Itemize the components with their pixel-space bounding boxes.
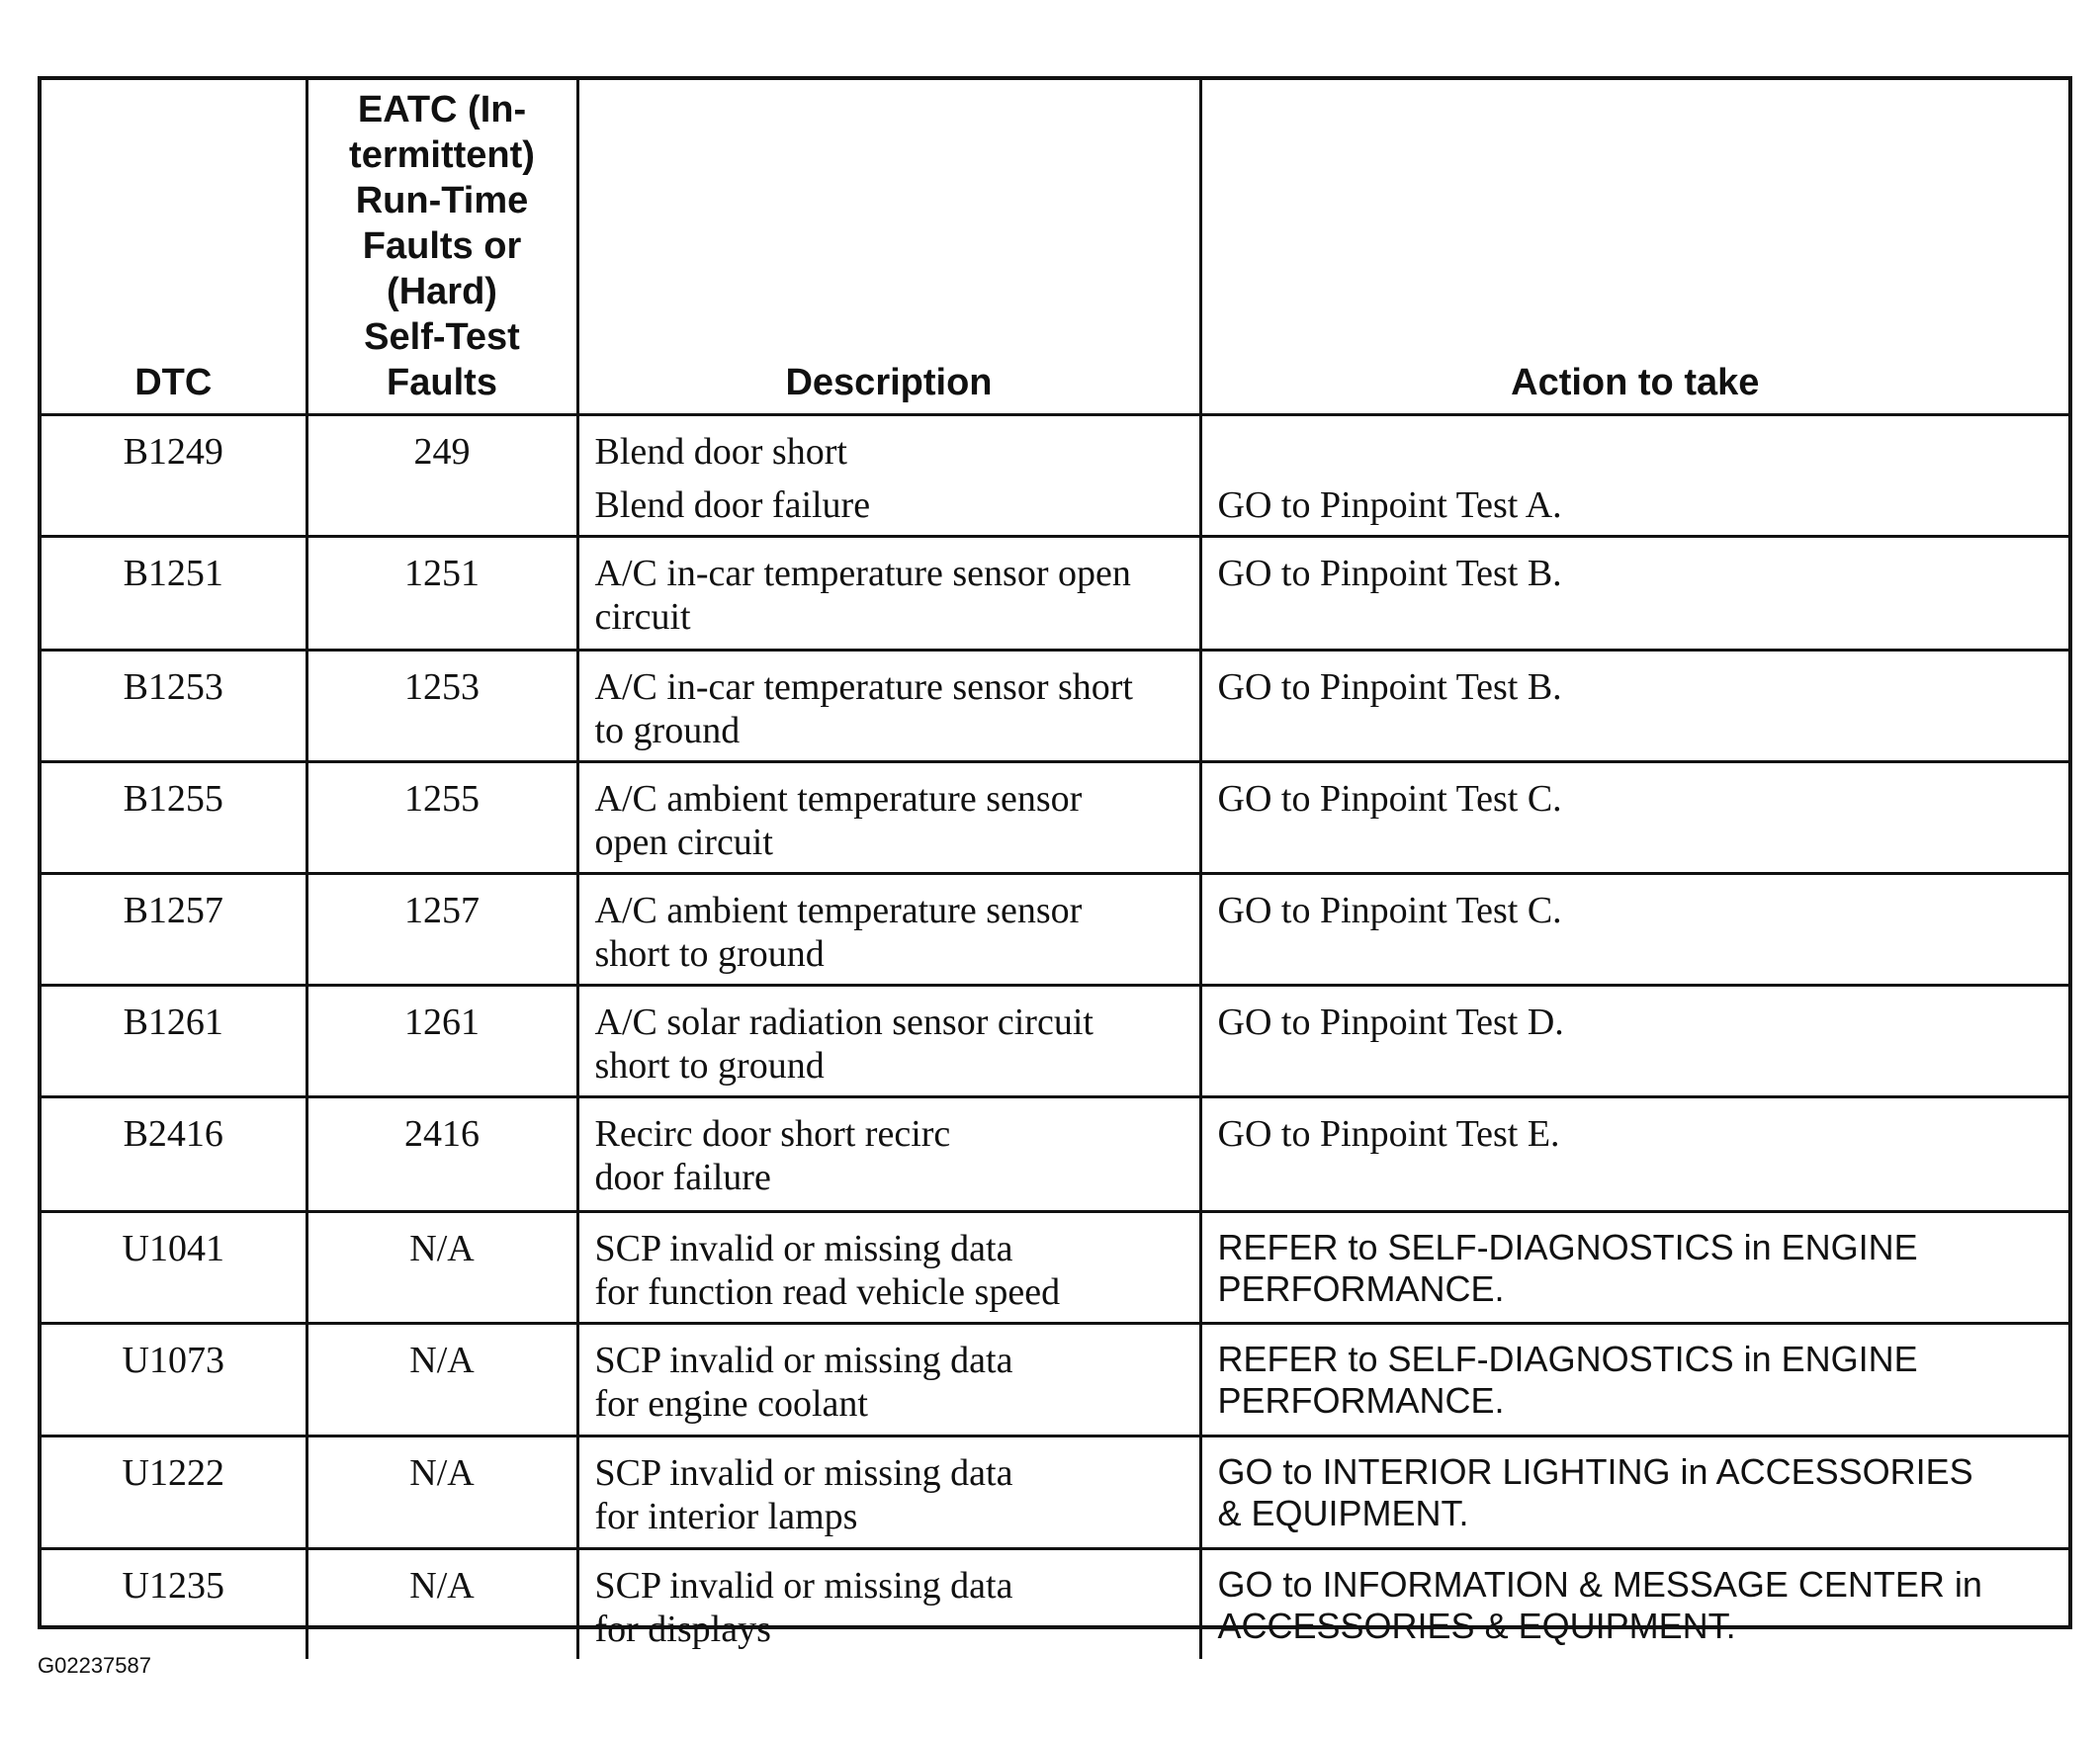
eatc-fault: 1251	[306, 536, 577, 650]
description: SCP invalid or missing data for interior lamps	[577, 1436, 1200, 1548]
action: GO to Pinpoint Test E.	[1200, 1096, 2068, 1211]
header-action: Action to take	[1200, 80, 2068, 414]
figure-id: G02237587	[38, 1653, 151, 1678]
eatc-fault: 2416	[306, 1096, 577, 1211]
dtc-code: B1257	[42, 873, 306, 985]
dtc-code: U1073	[42, 1323, 306, 1436]
action: REFER to SELF-DIAGNOSTICS in ENGINE PERFORMANCE.	[1200, 1211, 2068, 1323]
dtc-code: U1222	[42, 1436, 306, 1548]
dtc-table-frame	[38, 76, 2072, 1650]
dtc-code: B2416	[42, 1096, 306, 1211]
table-header-row	[42, 80, 2068, 414]
action: GO to INTERIOR LIGHTING in ACCESSORIES & EQUIPMENT.	[1200, 1436, 2068, 1548]
table-row	[42, 414, 2068, 536]
table-row	[42, 650, 2068, 761]
description: A/C ambient temperature sensor short to ground	[577, 873, 1200, 985]
table-row	[42, 1211, 2068, 1323]
description: A/C solar radiation sensor circuit short to ground	[577, 985, 1200, 1096]
table-row	[42, 985, 2068, 1096]
eatc-fault: N/A	[306, 1323, 577, 1436]
header-description: Description	[577, 80, 1200, 414]
table-row	[42, 1323, 2068, 1436]
dtc-code: B1251	[42, 536, 306, 650]
action: REFER to SELF-DIAGNOSTICS in ENGINE PERFORMANCE.	[1200, 1323, 2068, 1436]
dtc-code: B1253	[42, 650, 306, 761]
table-row	[42, 873, 2068, 985]
description: SCP invalid or missing data for engine coolant	[577, 1323, 1200, 1436]
action: GO to Pinpoint Test C.	[1200, 873, 2068, 985]
dtc-code: U1235	[42, 1548, 306, 1659]
table-row	[42, 536, 2068, 650]
action: GO to INFORMATION & MESSAGE CENTER in ACCESSORIES & EQUIPMENT.	[1217, 1563, 1982, 1646]
dtc-code: B1249	[42, 414, 306, 536]
description: Recirc door short recirc door failure	[577, 1096, 1200, 1211]
description: A/C in-car temperature sensor open circuit	[577, 536, 1200, 650]
eatc-fault: 1255	[306, 761, 577, 873]
action: GO to Pinpoint Test D.	[1200, 985, 2068, 1096]
action: GO to Pinpoint Test B.	[1200, 650, 2068, 761]
table-row	[42, 1548, 2068, 1659]
eatc-fault: N/A	[306, 1436, 577, 1548]
action: GO to Pinpoint Test A.	[1200, 414, 2068, 536]
description: SCP invalid or missing data for displays	[577, 1548, 1200, 1659]
description: A/C ambient temperature sensor open circuit	[577, 761, 1200, 873]
dtc-code: B1261	[42, 985, 306, 1096]
eatc-fault: N/A	[306, 1548, 577, 1659]
description: SCP invalid or missing data for function read vehicle speed	[577, 1211, 1200, 1323]
dtc-code: U1041	[42, 1211, 306, 1323]
action: GO to Pinpoint Test C.	[1200, 761, 2068, 873]
dtc-table	[42, 80, 2068, 1659]
dtc-code: B1255	[42, 761, 306, 873]
header-dtc: DTC	[42, 80, 306, 414]
eatc-fault: 1261	[306, 985, 577, 1096]
eatc-fault: 1257	[306, 873, 577, 985]
description: Blend door short Blend door failure	[577, 414, 1200, 536]
description: A/C in-car temperature sensor short to ground	[577, 650, 1200, 761]
eatc-fault: 1253	[306, 650, 577, 761]
table-row	[42, 761, 2068, 873]
header-eatc: EATC (In- termittent) Run-Time Faults or (Hard) Self-Test Faults	[306, 80, 577, 414]
table-row	[42, 1096, 2068, 1211]
eatc-fault: N/A	[306, 1211, 577, 1323]
table-row	[42, 1436, 2068, 1548]
eatc-fault: 249	[306, 414, 577, 536]
action: GO to Pinpoint Test B.	[1200, 536, 2068, 650]
